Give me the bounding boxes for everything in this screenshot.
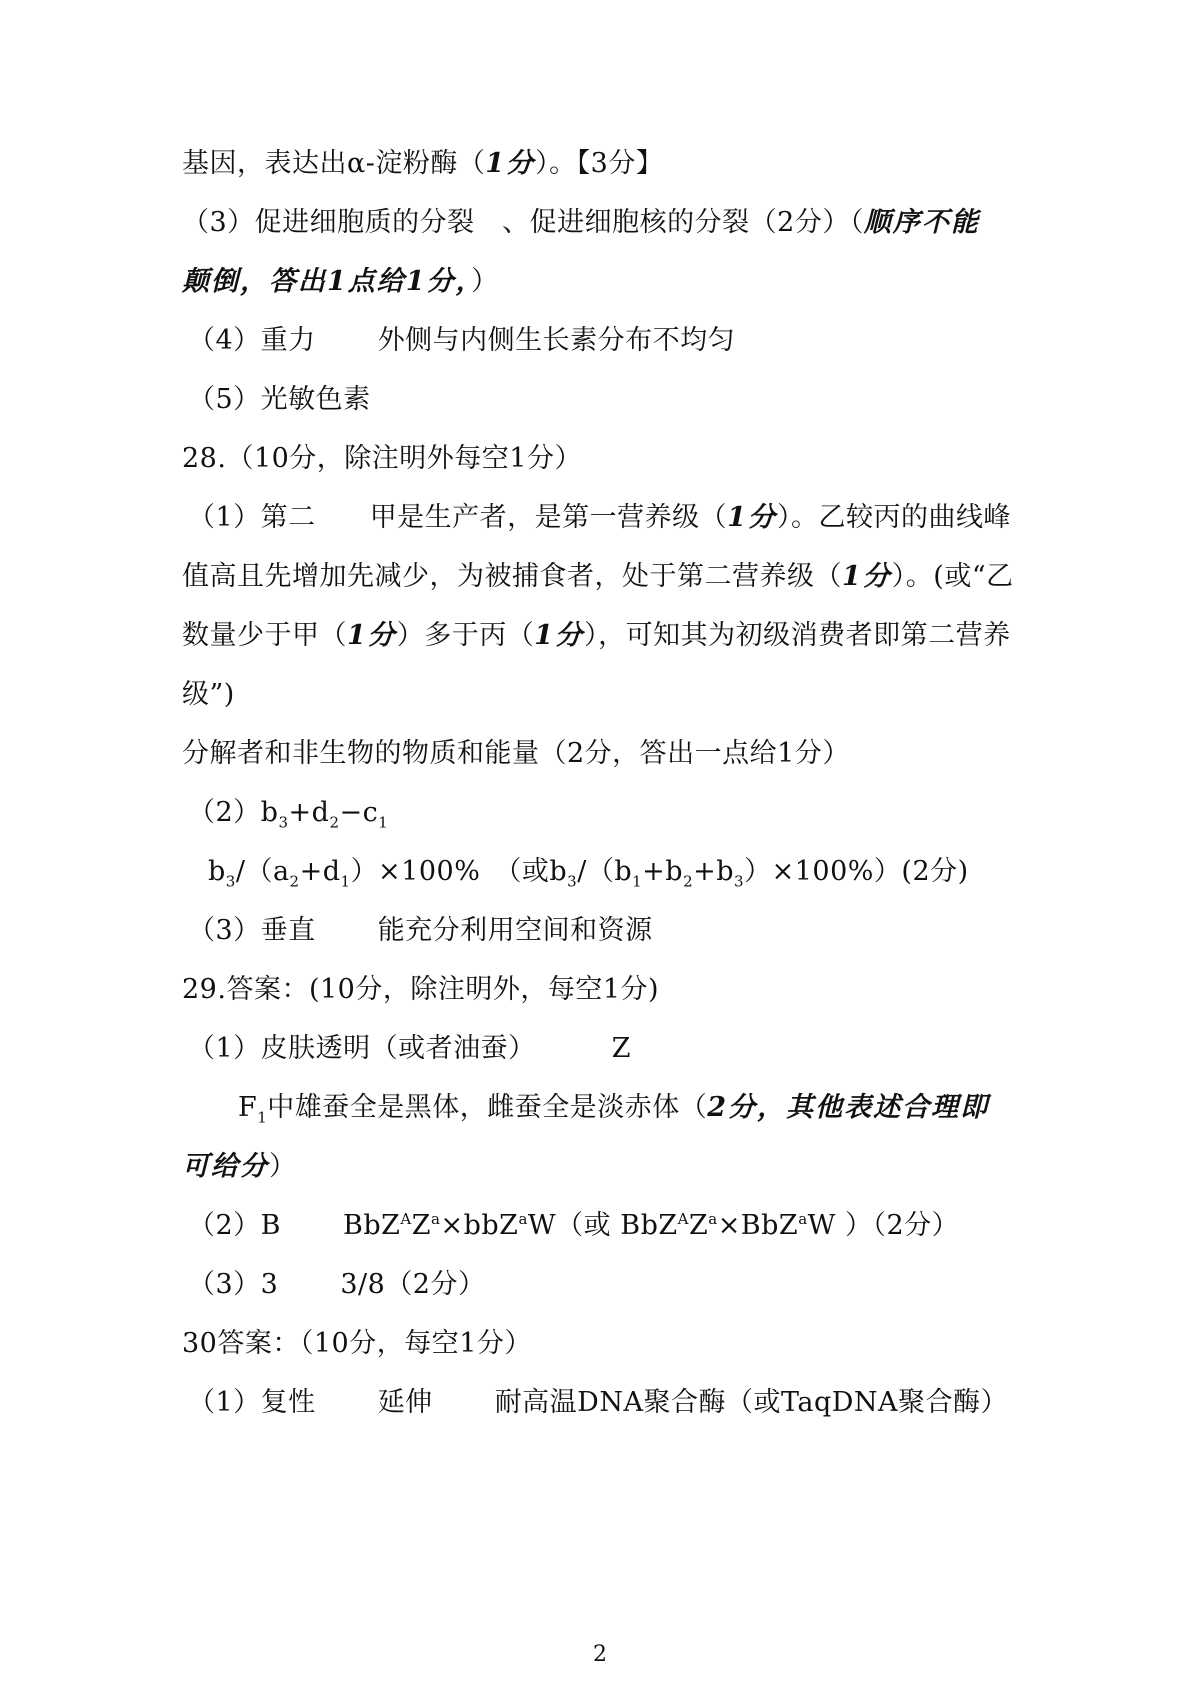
- text: 甲是生产者，是第一营养级（: [369, 502, 728, 533]
- answer-line-9: [182, 616, 1011, 656]
- handwritten-note: 1分: [347, 620, 397, 651]
- text: Z: [611, 1033, 631, 1064]
- text: （5）光敏色素: [188, 384, 371, 415]
- superscript: a: [798, 1210, 808, 1228]
- text: ）×100%）(2分): [744, 856, 969, 887]
- text: ）×100% （或b: [350, 856, 568, 887]
- subscript: 3: [225, 872, 236, 891]
- superscript: a: [431, 1210, 441, 1228]
- subscript: 2: [289, 872, 300, 891]
- question-header-28: [182, 439, 582, 479]
- answer-line-16: [188, 1029, 631, 1069]
- answer-line-14: [188, 911, 653, 951]
- text: /（a: [235, 856, 290, 887]
- text: 级”): [182, 679, 235, 710]
- answer-line-10: [182, 675, 235, 715]
- text: （1）复性: [188, 1387, 316, 1418]
- handwritten-note: 2分，其他表述合理即: [707, 1092, 990, 1123]
- answer-line-22: [188, 1383, 1008, 1423]
- text: BbZ: [343, 1210, 401, 1241]
- answer-line-4: [188, 321, 735, 361]
- text: ×BbZ: [717, 1210, 799, 1241]
- text: ×bbZ: [440, 1210, 519, 1241]
- handwritten-note: 1分: [485, 148, 536, 179]
- answer-line-20: [188, 1265, 486, 1305]
- text: 基因，表达出α-淀粉酶（: [182, 148, 486, 179]
- text: 外侧与内侧生长素分布不均匀: [377, 325, 736, 356]
- text: −c: [339, 797, 379, 828]
- text: +d: [288, 797, 330, 828]
- subscript: 3: [567, 872, 578, 891]
- handwritten-note: 1分: [534, 620, 585, 651]
- question-header-30: [182, 1324, 532, 1364]
- text: 3/8（2分）: [340, 1269, 486, 1300]
- handwritten-note: 顺序不能: [863, 207, 980, 238]
- text: （1）皮肤透明（或者油蚕）: [188, 1033, 536, 1064]
- text: 能充分利用空间和资源: [377, 915, 653, 946]
- text: /（b: [577, 856, 633, 887]
- text: Z: [411, 1210, 432, 1241]
- text: 延伸: [377, 1387, 433, 1418]
- text: 耐高温DNA聚合酶（或TaqDNA聚合酶）: [494, 1387, 1009, 1418]
- subscript: 1: [378, 813, 389, 832]
- text: 28.（10分，除注明外每空1分）: [182, 443, 582, 474]
- text: 分解者和非生物的物质和能量（2分，答出一点给1分）: [182, 738, 850, 769]
- text: ）多于丙（: [396, 620, 535, 651]
- text: （3）垂直: [188, 915, 316, 946]
- subscript: 1: [257, 1108, 268, 1127]
- text: ）。【3分】: [535, 148, 664, 179]
- answer-line-2: [182, 203, 980, 243]
- subscript: 2: [329, 813, 340, 832]
- text: F: [238, 1092, 258, 1123]
- text: （3）3: [188, 1269, 279, 1300]
- answer-line-1: [182, 144, 663, 184]
- text: （4）重力: [188, 325, 316, 356]
- handwritten-note: 1分: [727, 502, 777, 533]
- text: 值高且先增加先减少，为被捕食者，处于第二营养级（: [182, 561, 842, 592]
- text: 29.答案：(10分，除注明外，每空1分): [182, 974, 660, 1005]
- answer-line-7: [188, 498, 1011, 538]
- handwritten-note: 颠倒，答出1点给1分，: [182, 266, 472, 297]
- text: +d: [299, 856, 341, 887]
- answer-line-3: [182, 262, 499, 302]
- answer-line-17: [238, 1088, 989, 1128]
- superscript: A: [400, 1210, 412, 1228]
- answer-line-18: [182, 1147, 297, 1187]
- text: ）: [269, 1151, 297, 1182]
- text: ）。乙较丙的曲线峰: [776, 502, 1011, 533]
- answer-line-19: [188, 1206, 959, 1246]
- text: b: [208, 856, 226, 887]
- text: +b: [642, 856, 684, 887]
- subscript: 3: [734, 872, 745, 891]
- subscript: 1: [340, 872, 351, 891]
- handwritten-note: 1分: [842, 561, 892, 592]
- page-number: 2: [593, 1642, 607, 1667]
- subscript: 1: [632, 872, 643, 891]
- superscript: a: [518, 1210, 528, 1228]
- text: W（或 BbZ: [527, 1210, 678, 1241]
- superscript: A: [677, 1210, 689, 1228]
- text: （2）B: [188, 1210, 282, 1241]
- subscript: 3: [278, 813, 289, 832]
- question-header-29: [182, 970, 659, 1010]
- text: 数量少于甲（: [182, 620, 347, 651]
- answer-line-12: [188, 793, 388, 833]
- answer-line-11: [182, 734, 850, 774]
- text: ）: [471, 266, 499, 297]
- answer-line-5: [188, 380, 371, 420]
- text: （1）第二: [188, 502, 316, 533]
- superscript: a: [708, 1210, 718, 1228]
- text: W ）（2分）: [807, 1210, 960, 1241]
- answer-line-8: [182, 557, 1014, 597]
- text: Z: [688, 1210, 709, 1241]
- handwritten-note: 可给分: [182, 1151, 269, 1182]
- text: 30答案：（10分，每空1分）: [182, 1328, 532, 1359]
- text: ），可知其为初级消费者即第二营养: [584, 620, 1011, 651]
- text: +b: [693, 856, 735, 887]
- text: （2）b: [188, 797, 279, 828]
- answer-line-13: [208, 852, 969, 892]
- text: 中雄蚕全是黑体，雌蚕全是淡赤体（: [267, 1092, 708, 1123]
- text: （3）促进细胞质的分裂 、促进细胞核的分裂（2分）（: [182, 207, 864, 238]
- subscript: 2: [683, 872, 694, 891]
- text: ）。(或“乙: [891, 561, 1014, 592]
